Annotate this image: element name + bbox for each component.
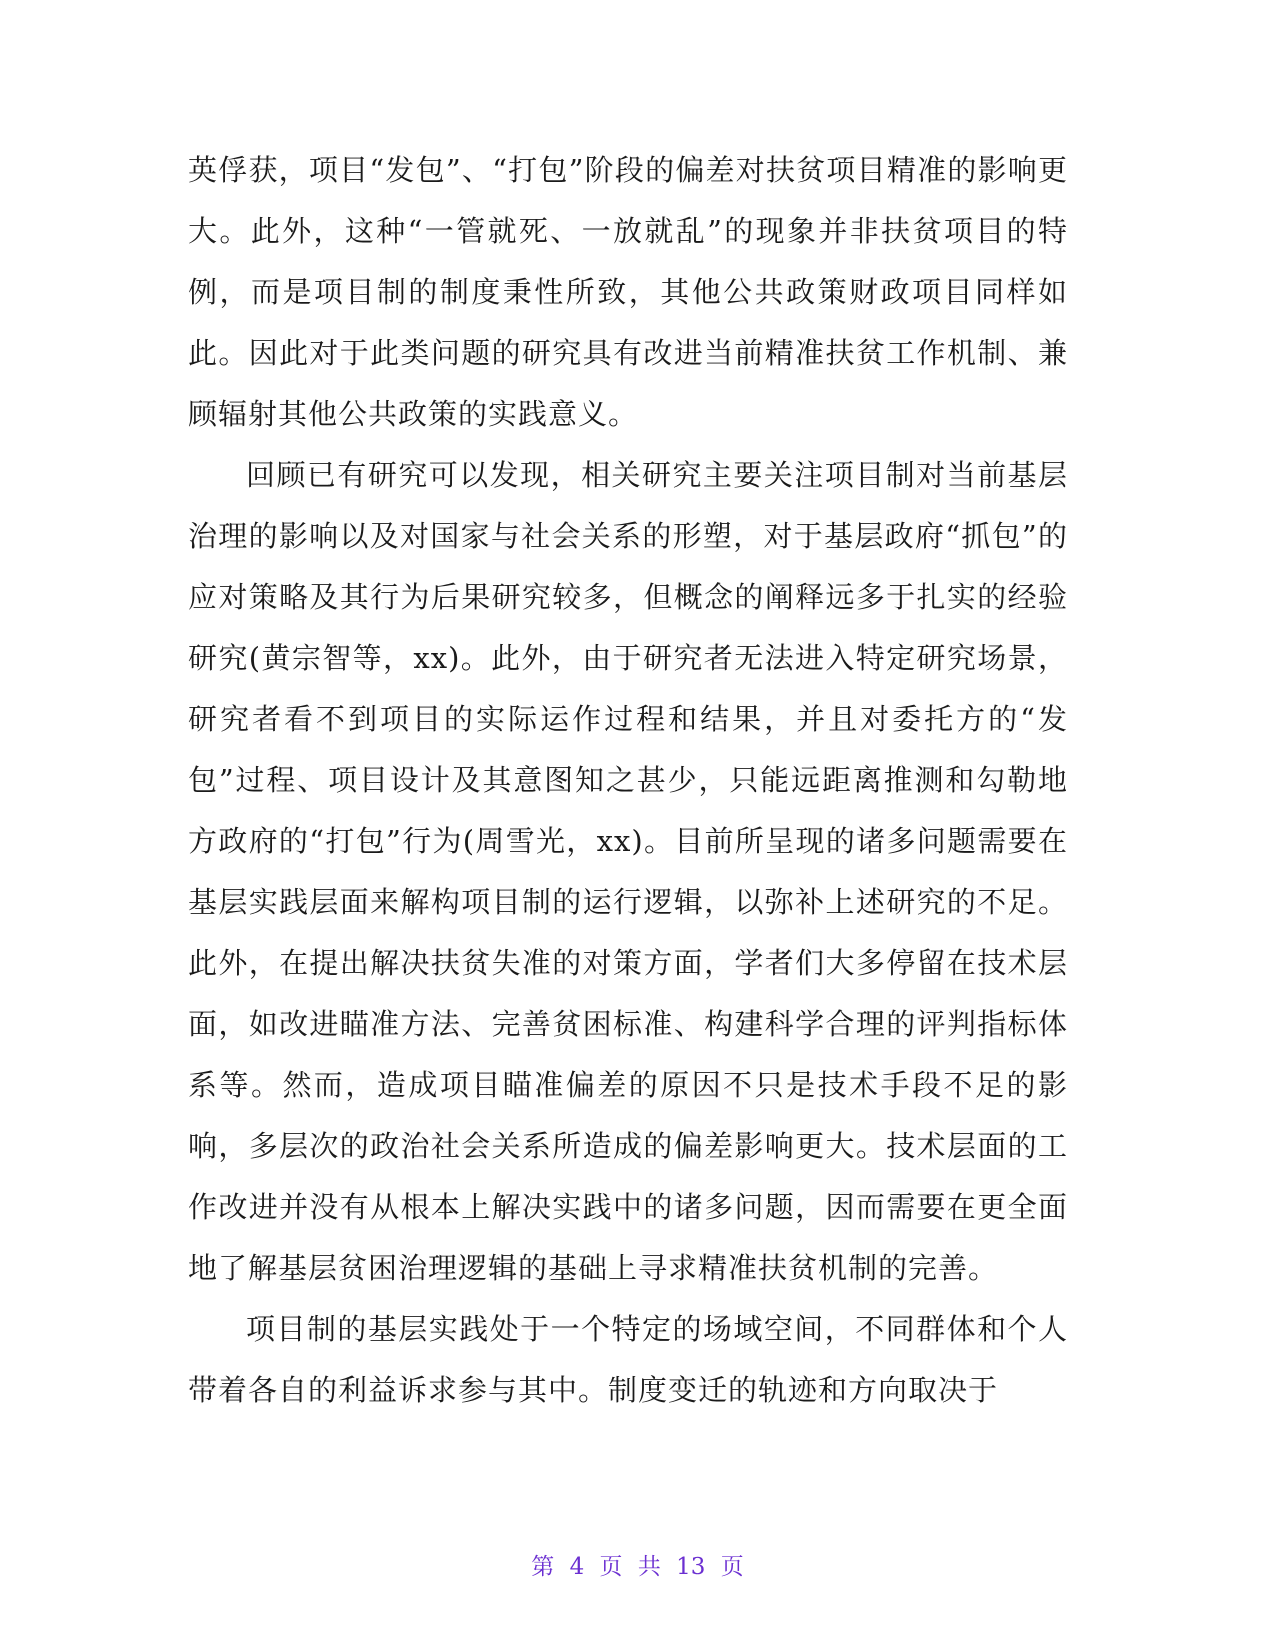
footer-total-pages: 13 [676, 1554, 706, 1580]
footer-label-ye: 页 [599, 1554, 623, 1580]
paragraph-2: 回顾已有研究可以发现，相关研究主要关注项目制对当前基层治理的影响以及对国家与社会关系的形塑，对于基层政府“抓包”的应对策略及其行为后果研究较多，但概念的阐释远多于扎实的经验研究(黄宗智等，xx)。此外，由于研究者无法进入特定研究场景，研究者看不到项目的实际运作过程和结果，并且对委托方的“发包”过程、项目设计及其意图知之甚少，只能远距离推测和勾勒地方政府的“打包”行为(周雪光，xx)。目前所呈现的诸多问题需要在基层实践层面来解构项目制的运行逻辑，以弥补上述研究的不足。此外，在提出解决扶贫失准的对策方面，学者们大多停留在技术层面，如改进瞄准方法、完善贫困标准、构建科学合理的评判指标体系等。然而，造成项目瞄准偏差的原因不只是技术手段不足的影响，多层次的政治社会关系所造成的偏差影响更大。技术层面的工作改进并没有从根本上解决实践中的诸多问题，因而需要在更全面地了解基层贫困治理逻辑的基础上寻求精准扶贫机制的完善。 [188, 458, 1068, 1285]
footer-current-page: 4 [569, 1554, 585, 1580]
page-footer [0, 1548, 1275, 1581]
paragraph-1: 英俘获，项目“发包”、“打包”阶段的偏差对扶贫项目精准的影响更大。此外，这种“一管就死、一放就乱”的现象并非扶贫项目的特例，而是项目制的制度秉性所致，其他公共政策财政项目同样如此。因此对于此类问题的研究具有改进当前精准扶贫工作机制、兼顾辐射其他公共政策的实践意义。 [188, 153, 1068, 431]
footer-label-gong: 共 [637, 1554, 661, 1580]
document-body [188, 140, 1068, 1421]
footer-label-ye-end: 页 [720, 1554, 744, 1580]
footer-label-di: 第 [531, 1554, 555, 1580]
paragraph-3: 项目制的基层实践处于一个特定的场域空间，不同群体和个人带着各自的利益诉求参与其中。制度变迁的轨迹和方向取决于 [188, 1312, 1068, 1407]
